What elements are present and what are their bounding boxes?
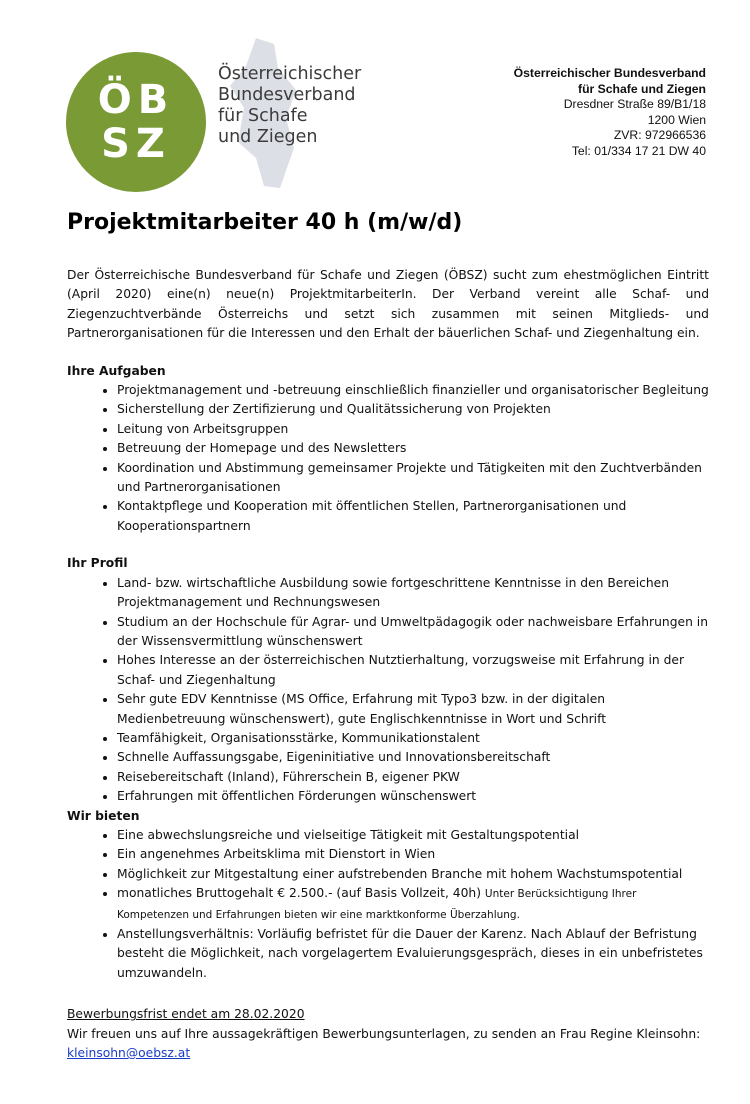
list-item: • Ein angenehmes Arbeitsklima mit Dienstort in Wien xyxy=(117,845,709,864)
org-city: 1200 Wien xyxy=(647,112,706,127)
logo-line: für Schafe xyxy=(218,106,308,126)
list-item: • Sehr gute EDV Kenntnisse (MS Office, Erfahrung mit Typo3 bzw. in der digitalen Medienbetreuung wünschenswert), gute Englischkenntnisse in Wort und Schrift xyxy=(117,690,709,729)
list-item: • Erfahrungen mit öffentlichen Förderungen wünschenswert xyxy=(117,787,709,806)
list-item: • Sicherstellung der Zertifizierung und Qualitätssicherung von Projekten xyxy=(117,400,709,419)
list-item: • Möglichkeit zur Mitgestaltung einer aufstrebenden Branche mit hohem Wachstumspotential xyxy=(117,865,709,884)
profil-list xyxy=(67,574,709,807)
salary-note: Unter Berücksichtigung Ihrer Kompetenzen und Erfahrungen bieten wir eine marktkonforme Überzahlung. xyxy=(117,888,637,921)
application-contact xyxy=(67,1025,709,1064)
email-link[interactable]: kleinsohn@oebsz.at xyxy=(67,1046,191,1061)
salary-item xyxy=(117,884,709,925)
list-item: • Schnelle Auffassungsgabe, Eigeninitiative und Innovationsbereitschaft xyxy=(117,748,709,767)
oebsz-logo xyxy=(66,38,396,188)
aufgaben-heading: Ihre Aufgaben xyxy=(67,363,166,378)
aufgaben-list xyxy=(67,381,709,536)
logo-letters-bottom: SZ xyxy=(101,121,171,167)
logo-wordmark xyxy=(218,64,361,148)
organization-address xyxy=(514,66,706,159)
list-item: • Reisebereitschaft (Inland), Führerschein B, eigener PKW xyxy=(117,768,709,787)
logo-line: Österreichischer xyxy=(218,64,362,84)
bieten-list xyxy=(67,826,709,983)
intro-paragraph: Der Österreichische Bundesverband für Schafe und Ziegen (ÖBSZ) sucht zum ehestmöglichen Eintritt (April 2020) eine(n) neue(n) ProjektmitarbeiterIn. Der Verband vereint alle Schaf- und Ziegenzuchtverbände Österreichs und setzt sich zusammen mit seinen Mitglieds- und Partnerorganisationen für die Interessen und den Erhalt der bäuerlichen Schaf- und Ziegenhaltung ein. xyxy=(67,268,709,341)
org-street: Dresdner Straße 89/B1/18 xyxy=(563,97,706,111)
logo-letters xyxy=(66,52,206,192)
salary-main: monatliches Bruttogehalt € 2.500.- (auf Basis Vollzeit, 40h) xyxy=(117,886,485,901)
logo-line: und Ziegen xyxy=(218,127,318,147)
org-tel: Tel: 01/334 17 21 DW 40 xyxy=(571,143,706,158)
list-item: • Leitung von Arbeitsgruppen xyxy=(117,420,709,439)
list-item: • Hohes Interesse an der österreichischen Nutztierhaltung, vorzugsweise mit Erfahrung in der Schaf- und Ziegenhaltung xyxy=(117,651,709,690)
org-name-line2: für Schafe und Ziegen xyxy=(578,81,706,96)
list-item: • Teamfähigkeit, Organisationsstärke, Kommunikationstalent xyxy=(117,729,709,748)
list-item: • Koordination und Abstimmung gemeinsamer Projekte und Tätigkeiten mit den Zuchtverbänden und Partnerorganisationen xyxy=(117,459,709,498)
contact-text: Wir freuen uns auf Ihre aussagekräftigen Bewerbungsunterlagen, zu senden an Frau Regine Kleinsohn: xyxy=(67,1026,701,1041)
profil-heading: Ihr Profil xyxy=(67,556,128,571)
org-name-line1: Österreichischer Bundesverband xyxy=(513,66,706,80)
list-item: • Studium an der Hochschule für Agrar- und Umweltpädagogik oder nachweisbare Erfahrungen in der Wissensvermittlung wünschenswert xyxy=(117,613,709,652)
list-item: • Kontaktpflege und Kooperation mit öffentlichen Stellen, Partnerorganisationen und Kooperationspartnern xyxy=(117,497,709,536)
list-item: • Land- bzw. wirtschaftliche Ausbildung sowie fortgeschrittene Kenntnisse in den Bereichen Projektmanagement und Rechnungswesen xyxy=(117,574,709,613)
org-zvr: ZVR: 972966536 xyxy=(613,128,706,142)
list-item: • Eine abwechslungsreiche und vielseitige Tätigkeit mit Gestaltungspotential xyxy=(117,826,709,845)
logo-letters-top: ÖB xyxy=(97,77,175,123)
logo-line: Bundesverband xyxy=(218,85,356,105)
job-posting-body xyxy=(67,266,709,1063)
list-item: • Betreuung der Homepage und des Newsletters xyxy=(117,439,709,458)
list-item: • Anstellungsverhältnis: Vorläufig befristet für die Dauer der Karenz. Nach Ablauf der Befristung besteht die Möglichkeit, nach vorgelagertem Evaluierungsgespräch, dieses in ein unbefristetes umzuwandeln. xyxy=(117,925,709,983)
bieten-heading: Wir bieten xyxy=(67,808,140,823)
page-title: Projektmitarbeiter 40 h (m/w/d) xyxy=(67,210,463,235)
application-deadline: Bewerbungsfrist endet am 28.02.2020 xyxy=(67,1007,305,1022)
list-item: • Projektmanagement und -betreuung einschließlich finanzieller und organisatorischer Begleitung xyxy=(117,381,709,400)
